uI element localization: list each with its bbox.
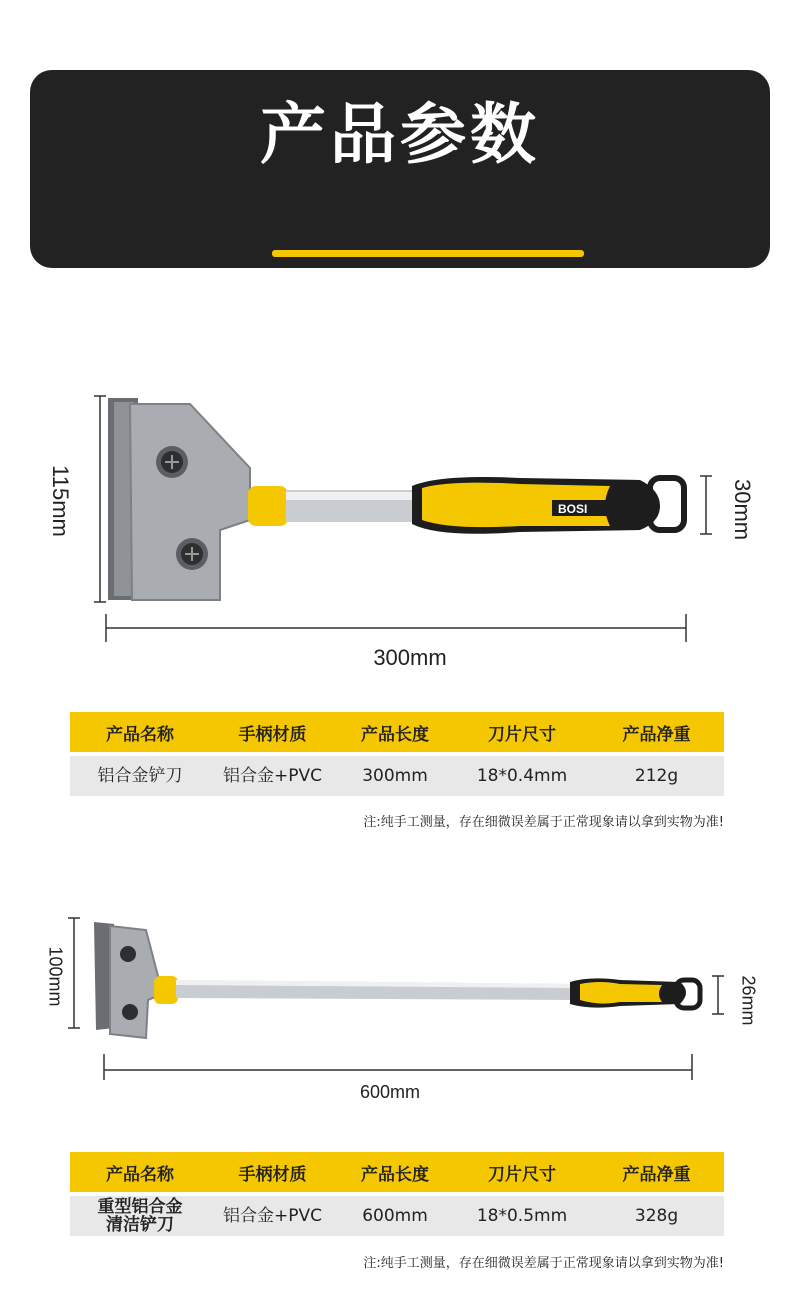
measurement-note-2: 注:纯手工测量，存在细微误差属于正常现象请以拿到实物为准!: [363, 1256, 724, 1271]
name-line-2: 清洁铲刀: [106, 1215, 174, 1235]
table-header: 产品名称: [70, 712, 210, 752]
handle-height-label-2: 26mm: [738, 975, 759, 1026]
scraper-600-image: [0, 910, 790, 1080]
name-line-1: 重型铝合金: [97, 1197, 183, 1217]
page-title: 产品参数: [260, 96, 540, 173]
table-cell-name: [70, 1196, 210, 1236]
table-row: [70, 756, 724, 796]
title-underline: [272, 250, 584, 257]
measurement-note-1: 注:纯手工测量，存在细微误差属于正常现象请以拿到实物为准!: [363, 815, 724, 830]
table-cell: 18*0.4mm: [455, 756, 589, 796]
table-header-row: [70, 1152, 724, 1192]
table-header: 手柄材质: [210, 1152, 335, 1192]
height-label-2: 100mm: [45, 946, 66, 1007]
header-banner: [30, 70, 770, 295]
table-cell: 铝合金+PVC: [210, 1196, 335, 1236]
table-cell: 600mm: [335, 1196, 455, 1236]
table-header: 刀片尺寸: [455, 712, 589, 752]
table-header: 刀片尺寸: [455, 1152, 589, 1192]
table-cell: 300mm: [335, 756, 455, 796]
table-header: 产品长度: [335, 712, 455, 752]
table-header-row: [70, 712, 724, 752]
table-header: 手柄材质: [210, 712, 335, 752]
table-row: [70, 1196, 724, 1236]
scraper-300-image: [0, 380, 790, 680]
table-cell: 328g: [589, 1196, 724, 1236]
table-header: 产品净重: [589, 712, 724, 752]
length-label-2: 600mm: [359, 1082, 421, 1102]
spec-table-1: [70, 712, 724, 796]
brand-logo: BOSI: [558, 502, 588, 516]
table-header: 产品净重: [589, 1152, 724, 1192]
table-cell: 212g: [589, 756, 724, 796]
spec-table-2: [70, 1152, 724, 1236]
page-subtitle: PRODUCT PARAMETER: [270, 270, 530, 295]
table-header: 产品名称: [70, 1152, 210, 1192]
table-cell: 铝合金+PVC: [210, 756, 335, 796]
table-cell: 18*0.5mm: [455, 1196, 589, 1236]
height-label-1: 115mm: [48, 465, 73, 537]
handle-height-label-1: 30mm: [730, 479, 755, 541]
table-cell: 铝合金铲刀: [70, 756, 210, 796]
table-header: 产品长度: [335, 1152, 455, 1192]
length-label-1: 300mm: [373, 645, 447, 670]
